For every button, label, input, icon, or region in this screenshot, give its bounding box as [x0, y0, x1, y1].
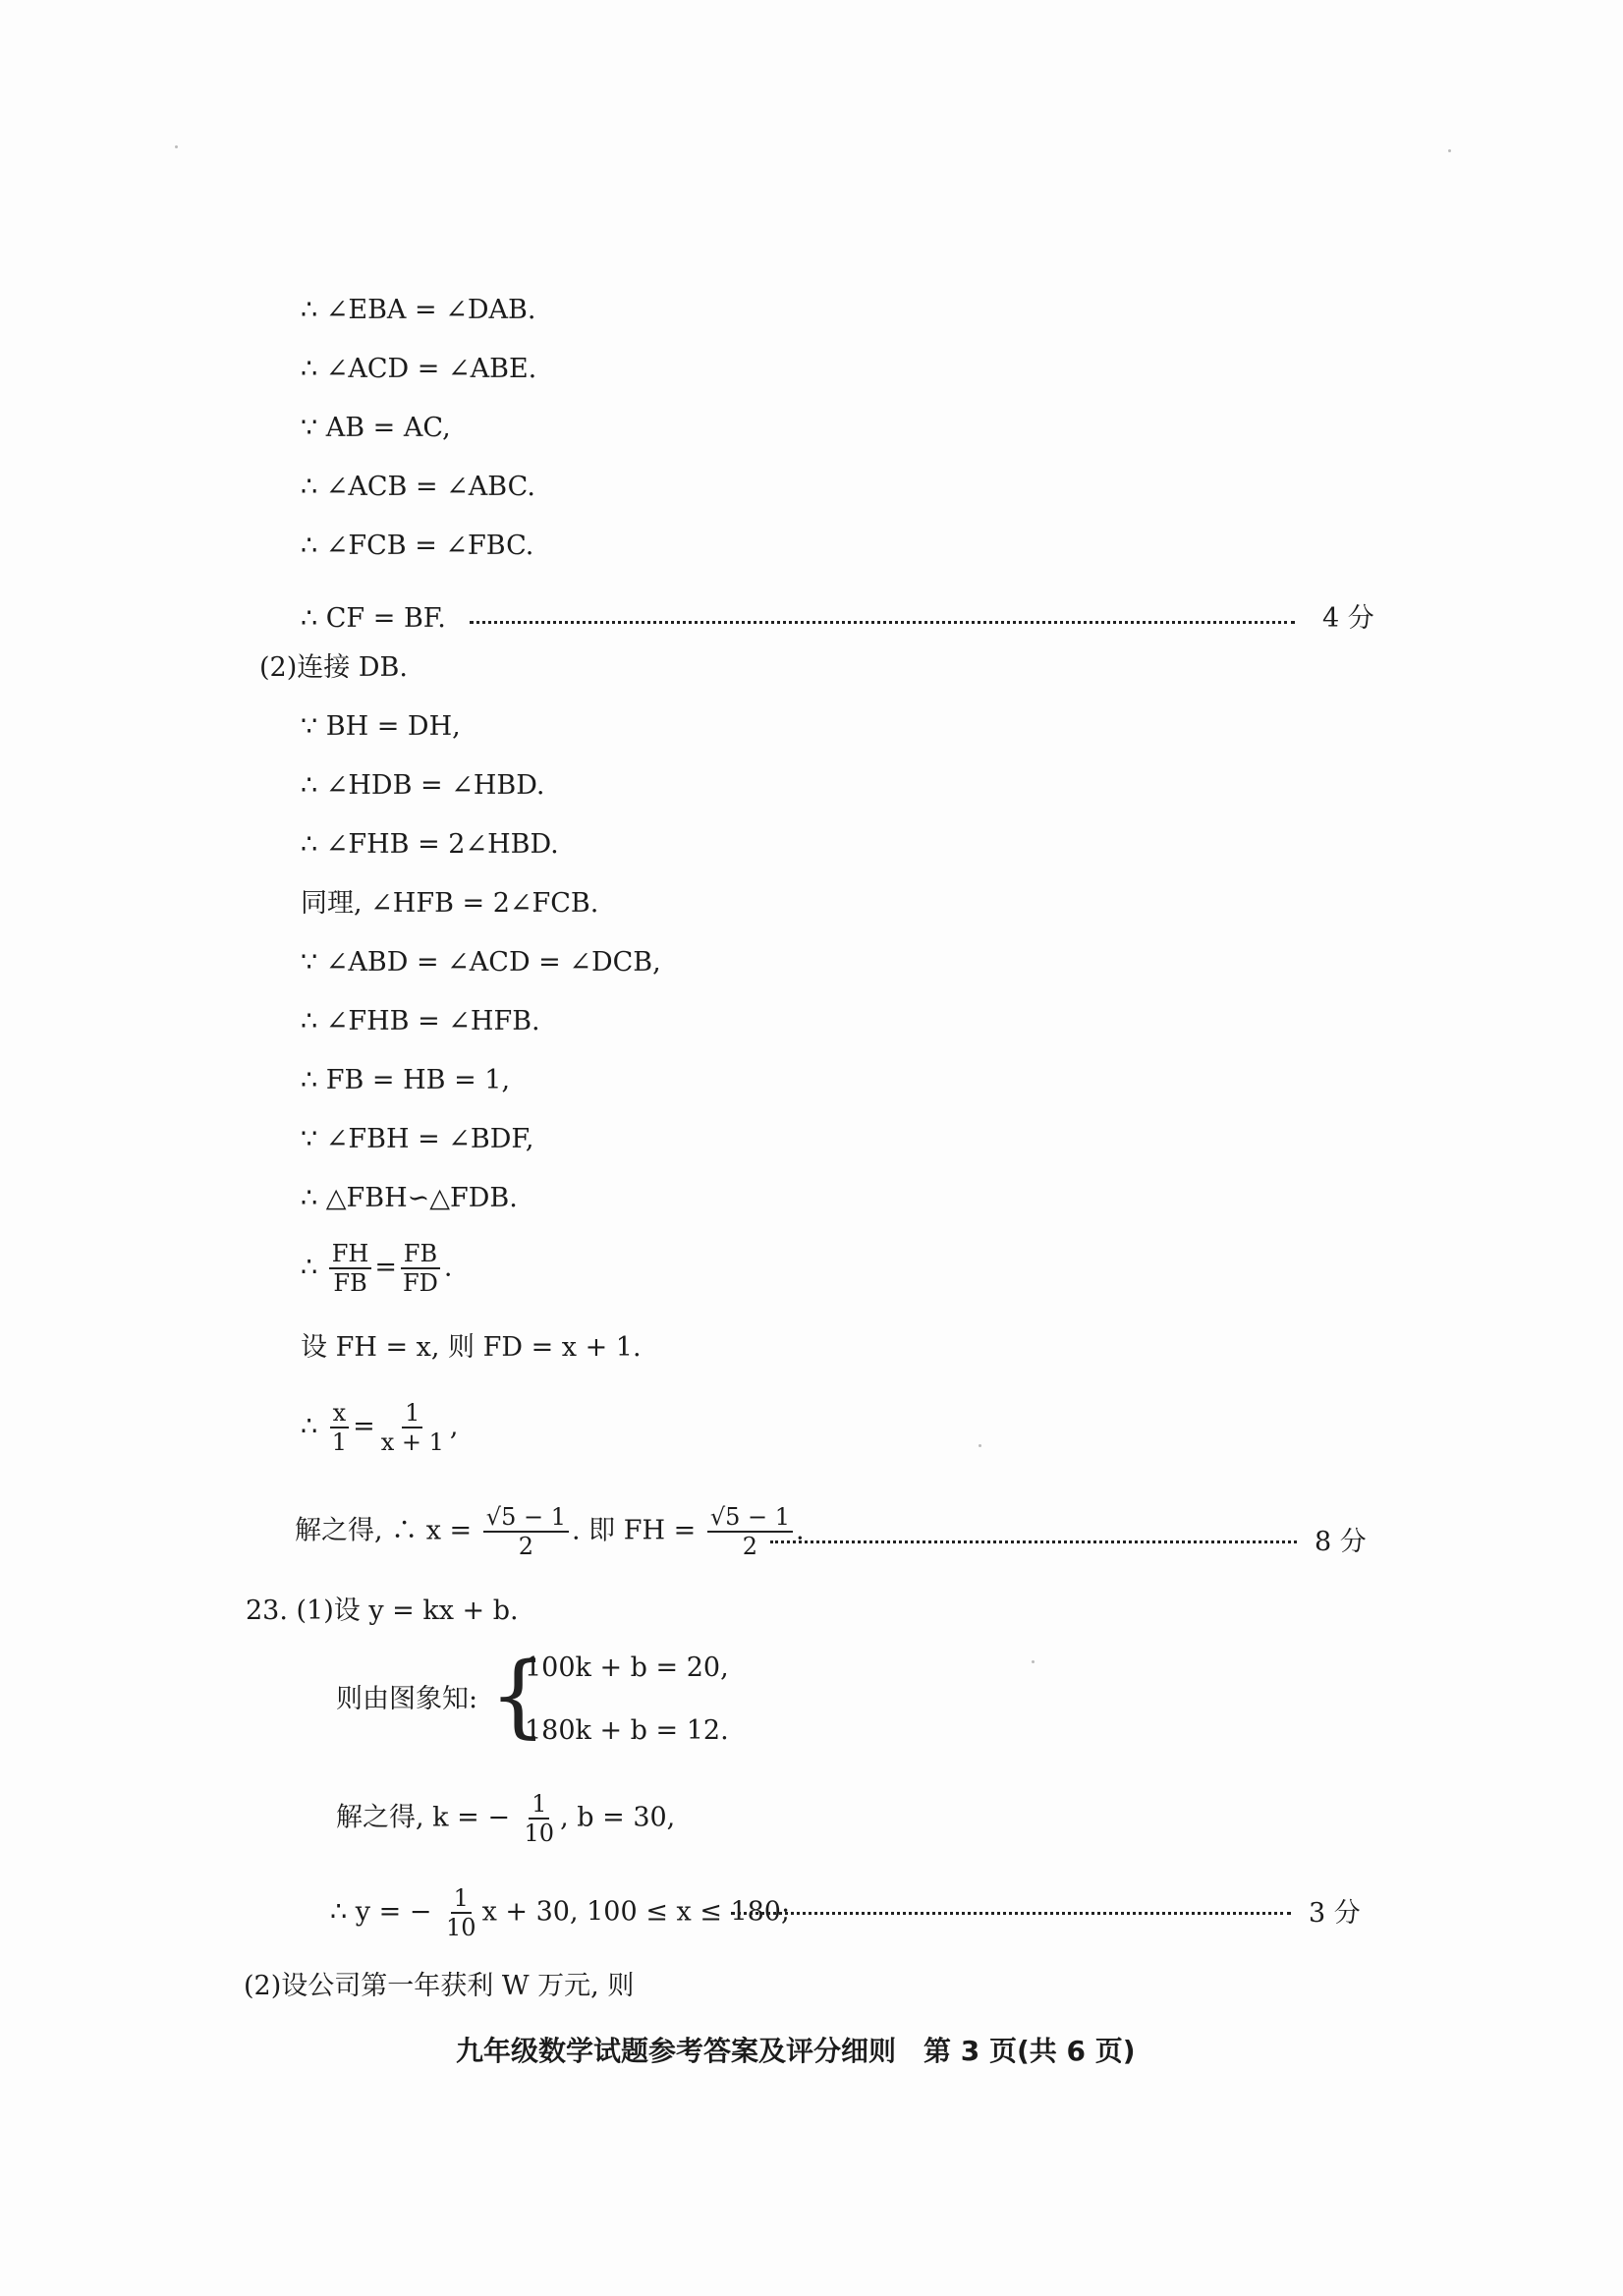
solve-fh-den: 2 [518, 1533, 534, 1560]
step-angle-hdb: ∴ ∠HDB = ∠HBD. [301, 770, 545, 801]
solve-fh-lead: 解之得, ∴ x = [295, 1515, 473, 1546]
ratio-tail: . [443, 1252, 453, 1283]
x-eq-fraction-right [378, 1399, 447, 1456]
solve-fh-den-2: 2 [742, 1533, 758, 1560]
q23-heading: 23. (1)设 y = kx + b. [246, 1596, 519, 1626]
solve-k-tail: , b = 30, [560, 1802, 676, 1833]
step-similar-triangles: ∴ △FBH∽△FDB. [301, 1183, 518, 1213]
function-tail: x + 30, 100 ≤ x ≤ 180; [481, 1896, 791, 1928]
solve-k-lead: 解之得, k = − [336, 1802, 510, 1833]
solve-k-num: 1 [529, 1790, 549, 1820]
ratio-num-right: FB [401, 1240, 440, 1269]
solve-fh-tail: . [796, 1515, 805, 1546]
x-eq-prefix: ∴ [301, 1411, 318, 1442]
solve-fh-line [295, 1503, 805, 1560]
x-equation: ∴ $\frac{x}{1}$ = $\frac{1}{x + 1}$ , [301, 1399, 459, 1456]
step-angle-fcb: ∴ ∠FCB = ∠FBC. [301, 531, 534, 561]
ratio-fraction-right [400, 1240, 441, 1297]
score-leader [770, 1540, 1297, 1543]
scan-speck [175, 145, 178, 148]
step-fhb-hfb: ∴ ∠FHB = ∠HFB. [301, 1006, 540, 1036]
ratio-prefix: ∴ [301, 1252, 318, 1283]
page-footer: 九年级数学试题参考答案及评分细则 第 3 页(共 6 页) [456, 2035, 1136, 2067]
function-line [330, 1884, 790, 1941]
ratio-den-right: FD [403, 1269, 438, 1297]
solve-k-line [336, 1790, 675, 1847]
part-2-question: (2)设公司第一年获利 W 万元, 则 [244, 1971, 635, 2001]
step-angle-fhb: ∴ ∠FHB = 2∠HBD. [301, 829, 559, 860]
score-label: 8 分 [1315, 1527, 1367, 1557]
x-eq-den-left: 1 [331, 1428, 348, 1456]
x-eq-num-left: x [330, 1399, 350, 1428]
system-brace: { [489, 1643, 547, 1748]
scan-speck [1448, 149, 1451, 152]
x-eq-den-right: x + 1 [380, 1428, 444, 1456]
solve-fh-mid: . 即 FH = [571, 1515, 697, 1546]
x-eq-tail: , [449, 1411, 459, 1442]
function-fraction [443, 1884, 479, 1941]
step-ab-ac: ∵ AB = AC, [301, 413, 451, 443]
step-angle-eba: ∴ ∠EBA = ∠DAB. [301, 295, 536, 325]
step-angle-fbh: ∵ ∠FBH = ∠BDF, [301, 1124, 534, 1154]
score-label: 3 分 [1309, 1898, 1361, 1929]
ratio-num-left: FH [329, 1240, 372, 1269]
score-label: 4 分 [1322, 603, 1374, 634]
ratio-fraction-left [329, 1240, 372, 1297]
system-eq-2: 180k + b = 12. [525, 1715, 729, 1746]
step-bh-dh: ∵ BH = DH, [301, 711, 461, 742]
step-angle-abd: ∵ ∠ABD = ∠ACD = ∠DCB, [301, 947, 661, 978]
x-eq-num-right: 1 [402, 1399, 422, 1428]
score-leader [470, 621, 1295, 624]
part-2-heading: (2)连接 DB. [259, 652, 408, 683]
solve-fh-num: √5 − 1 [483, 1503, 569, 1533]
step-cf-bf: ∴ CF = BF. [301, 603, 446, 634]
system-eq-1: 100k + b = 20, [525, 1652, 729, 1683]
system-lead: 则由图象知: [336, 1684, 478, 1714]
step-angle-acb: ∴ ∠ACB = ∠ABC. [301, 472, 535, 502]
step-let-fh: 设 FH = x, 则 FD = x + 1. [301, 1332, 642, 1363]
solve-k-fraction [522, 1790, 558, 1847]
function-num: 1 [451, 1884, 472, 1914]
solve-fh-fraction [483, 1503, 569, 1560]
function-lead: ∴ y = − [330, 1896, 432, 1928]
solve-k-den: 10 [524, 1820, 555, 1847]
score-leader [731, 1912, 1291, 1915]
function-den: 10 [446, 1914, 476, 1941]
scan-speck [979, 1444, 981, 1447]
ratio-equation: ∴ $\frac{FH}{FB}$ = $\frac{FB}{FD}$ . [301, 1240, 453, 1297]
scan-speck [1032, 1660, 1035, 1663]
step-fb-hb: ∴ FB = HB = 1, [301, 1065, 511, 1095]
solve-fh-fraction-2 [707, 1503, 793, 1560]
solve-fh-num-2: √5 − 1 [707, 1503, 793, 1533]
step-similarly: 同理, ∠HFB = 2∠FCB. [301, 888, 599, 919]
x-eq-fraction-left [329, 1399, 350, 1456]
ratio-den-left: FB [333, 1269, 367, 1297]
step-angle-acd: ∴ ∠ACD = ∠ABE. [301, 354, 537, 384]
